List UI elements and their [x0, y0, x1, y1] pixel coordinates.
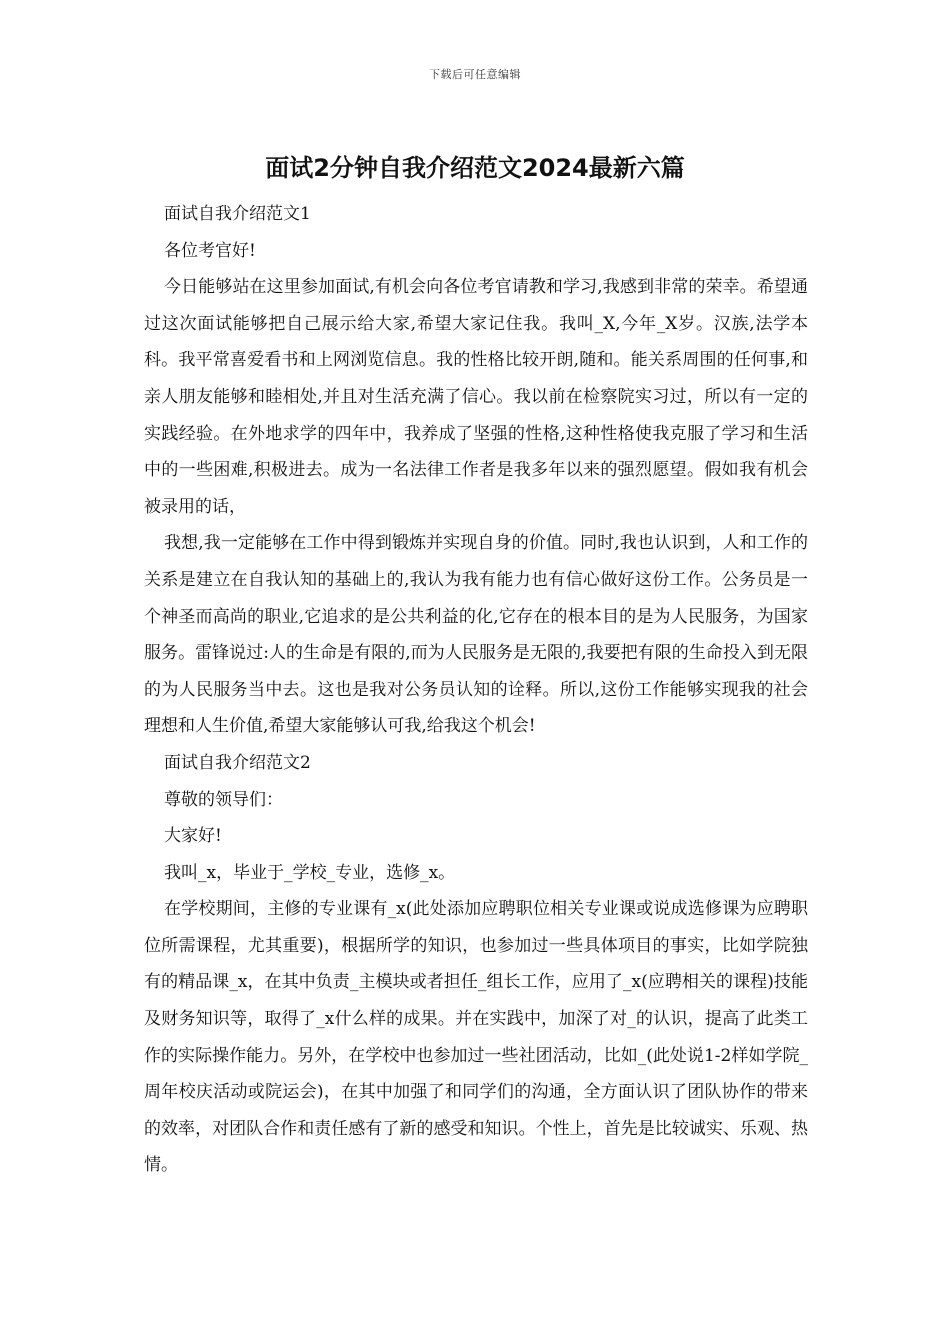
- paragraph: 我叫_x，毕业于_学校_专业，选修_x。: [164, 862, 456, 883]
- document-body: [144, 196, 808, 1184]
- paragraph: 我想,我一定能够在工作中得到锻炼并实现自身的价值。同时,我也认识到，人和工作的关系是建立在自我认知的基础上的,我认为我有能力也有信心做好这份工作。公务员是一个神圣而高尚的职业,它追求的是公共利益的化,它存在的根本目的是为人民服务，为国家服务。雷锋说过:人的生命是有限的,而为人民服务是无限的,我要把有限的生命投入到无限的为人民服务当中去。这也是我对公务员认知的诠释。所以,这份工作能够实现我的社会理想和人生价值,希望大家能够认可我,给我这个机会!: [144, 533, 808, 737]
- greeting-1: 各位考官好!: [164, 240, 256, 261]
- header-note: 下载后可任意编辑: [429, 68, 521, 81]
- section-heading-2: 面试自我介绍范文2: [164, 752, 311, 773]
- salutation-2: 尊敬的领导们：: [164, 789, 283, 810]
- paragraph: 在学校期间，主修的专业课有_x(此处添加应聘职位相关专业课或说成选修课为应聘职位所需课程，尤其重要)，根据所学的知识，也参加过一些具体项目的事实，比如学院独有的精品课_x，在其中负责_主模块或者担任_组长工作，应用了_x(应聘相关的课程)技能及财务知识等，取得了_x什么样的成果。并在实践中，加深了对_的认识，提高了此类工作的实际操作能力。另外，在学校中也参加过一些社团活动，比如_(此处说1-2样如学院_周年校庆活动或院运会)，在其中加强了和同学们的沟通，全方面认识了团队协作的带来的效率，对团队合作和责任感有了新的感受和知识。个性上，首先是比较诚实、乐观、热情。: [144, 899, 808, 1176]
- section-heading-1: 面试自我介绍范文1: [164, 204, 311, 224]
- document-title: 面试2分钟自我介绍范文2024最新六篇: [265, 154, 685, 182]
- greeting-2: 大家好!: [164, 826, 222, 847]
- paragraph: 今日能够站在这里参加面试,有机会向各位考官请教和学习,我感到非常的荣幸。希望通过这次面试能够把自己展示给大家,希望大家记住我。我叫_X,今年_X岁。汉族,法学本科。我平常喜爱看书和上网浏览信息。我的性格比较开朗,随和。能关系周围的任何事,和亲人朋友能够和睦相处,并且对生活充满了信心。我以前在检察院实习过，所以有一定的实践经验。在外地求学的四年中，我养成了坚强的性格,这种性格使我克服了学习和生活中的一些困难,积极进去。成为一名法律工作者是我多年以来的强烈愿望。假如我有机会被录用的话，: [144, 277, 808, 517]
